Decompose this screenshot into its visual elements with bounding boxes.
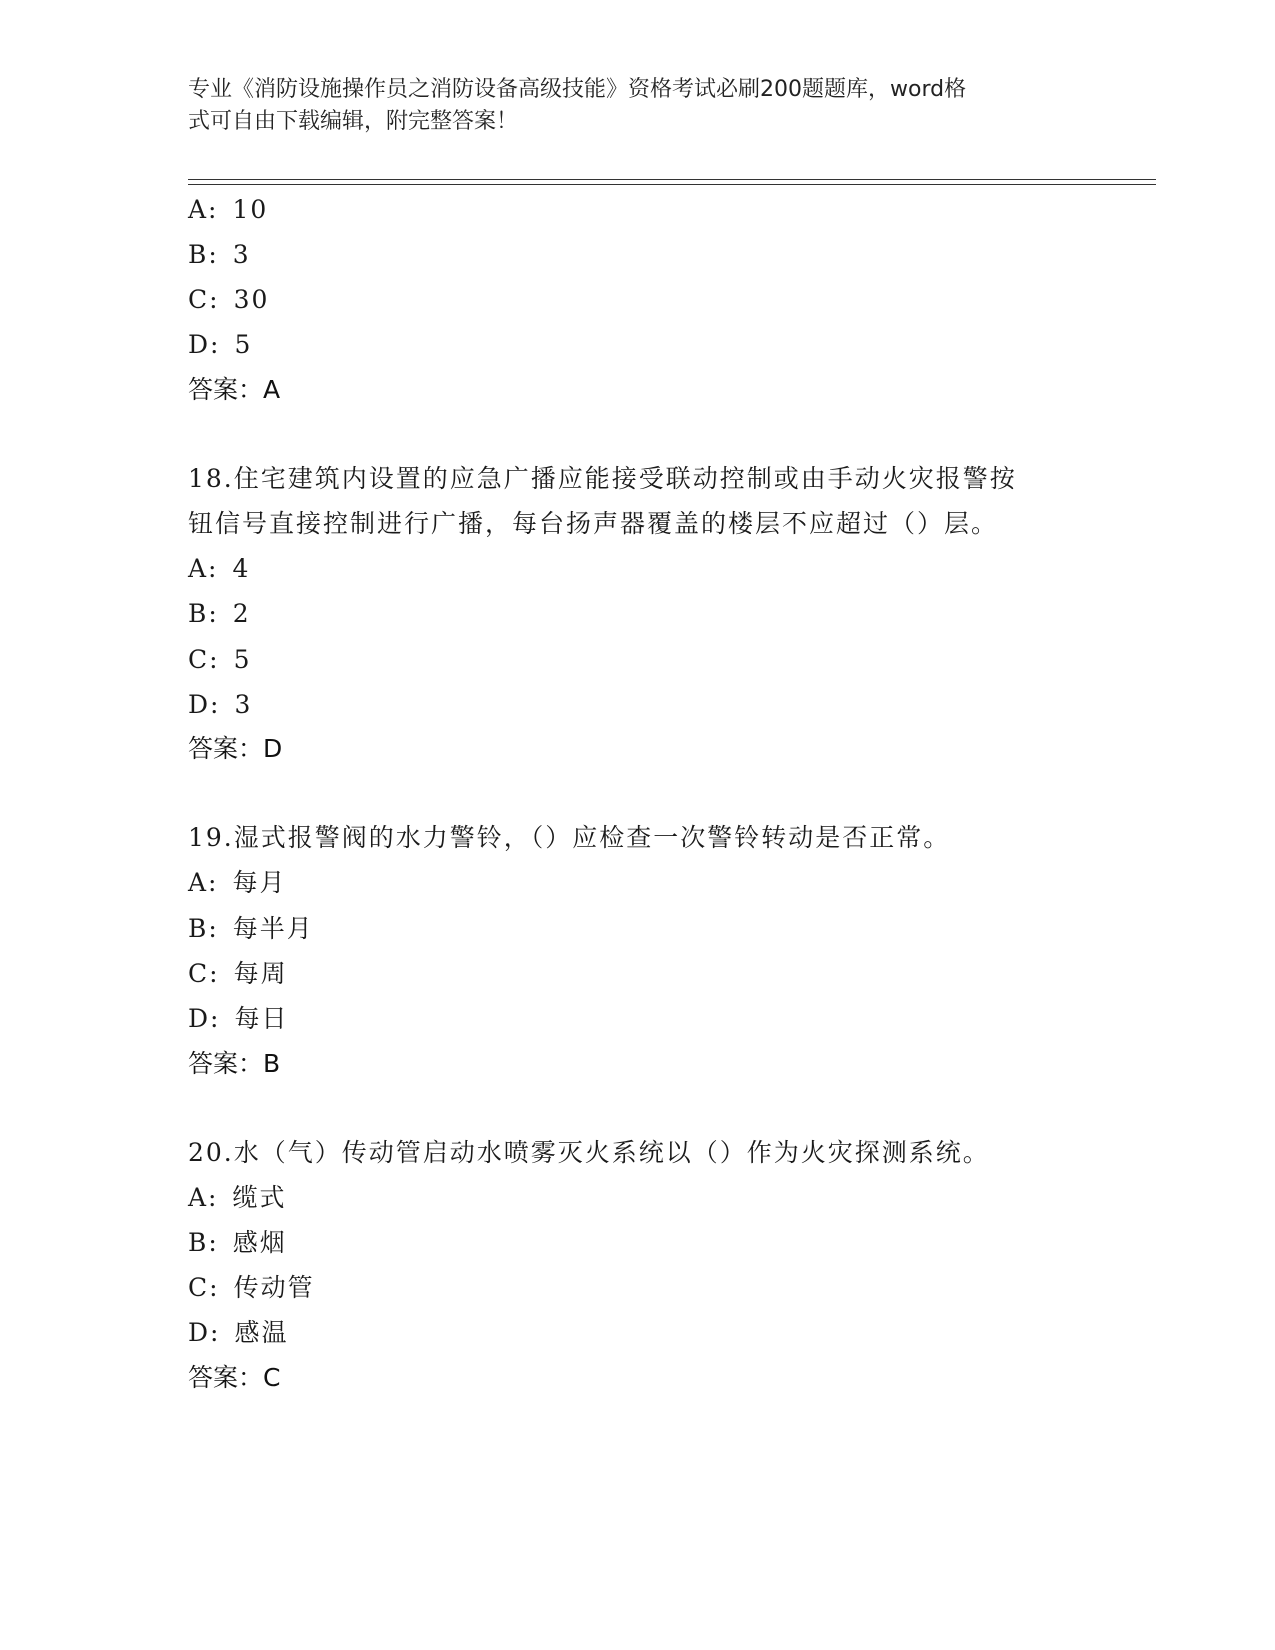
q19-question-line-1: 19.湿式报警阀的水力警铃，（）应检查一次警铃转动是否正常。 — [188, 823, 951, 852]
q19-option-b: B: 每半月 — [188, 914, 314, 943]
q18-option-d: D: 3 — [188, 690, 253, 719]
q17-option-a: A: 10 — [188, 195, 269, 224]
q20-question-line-1: 20.水（气）传动管启动水喷雾灭火系统以（）作为火灾探测系统。 — [188, 1138, 990, 1167]
q18-option-b: B: 2 — [188, 599, 251, 628]
q19-answer: 答案：B — [188, 1049, 281, 1078]
header-line-1: 专业《消防设施操作员之消防设备高级技能》资格考试必刷200题题库，word格 — [188, 77, 967, 102]
q20-option-c: C: 传动管 — [188, 1273, 315, 1302]
q17-option-d: D: 5 — [188, 330, 253, 359]
q17-answer: 答案：A — [188, 375, 281, 404]
header-line-2: 式可自由下载编辑，附完整答案！ — [188, 109, 519, 134]
q19-option-a: A: 每月 — [188, 868, 287, 897]
q20-option-d: D: 感温 — [188, 1318, 289, 1347]
q20-answer: 答案：C — [188, 1363, 281, 1392]
q18-option-a: A: 4 — [188, 554, 251, 583]
q19-option-c: C: 每周 — [188, 959, 288, 988]
q18-answer: 答案：D — [188, 734, 283, 763]
q18-question-line-1: 18.住宅建筑内设置的应急广播应能接受联动控制或由手动火灾报警按 — [188, 464, 1017, 493]
q17-option-b: B: 3 — [188, 240, 251, 269]
document-header — [188, 74, 1088, 138]
header-divider-bottom — [188, 184, 1156, 185]
q18-question-line-2: 钮信号直接控制进行广播，每台扬声器覆盖的楼层不应超过（）层。 — [188, 509, 999, 538]
q20-option-b: B: 感烟 — [188, 1228, 287, 1257]
q19-option-d: D: 每日 — [188, 1004, 289, 1033]
header-divider-top — [188, 179, 1156, 180]
q18-option-c: C: 5 — [188, 645, 252, 674]
q17-option-c: C: 30 — [188, 285, 270, 314]
q20-option-a: A: 缆式 — [188, 1183, 287, 1212]
